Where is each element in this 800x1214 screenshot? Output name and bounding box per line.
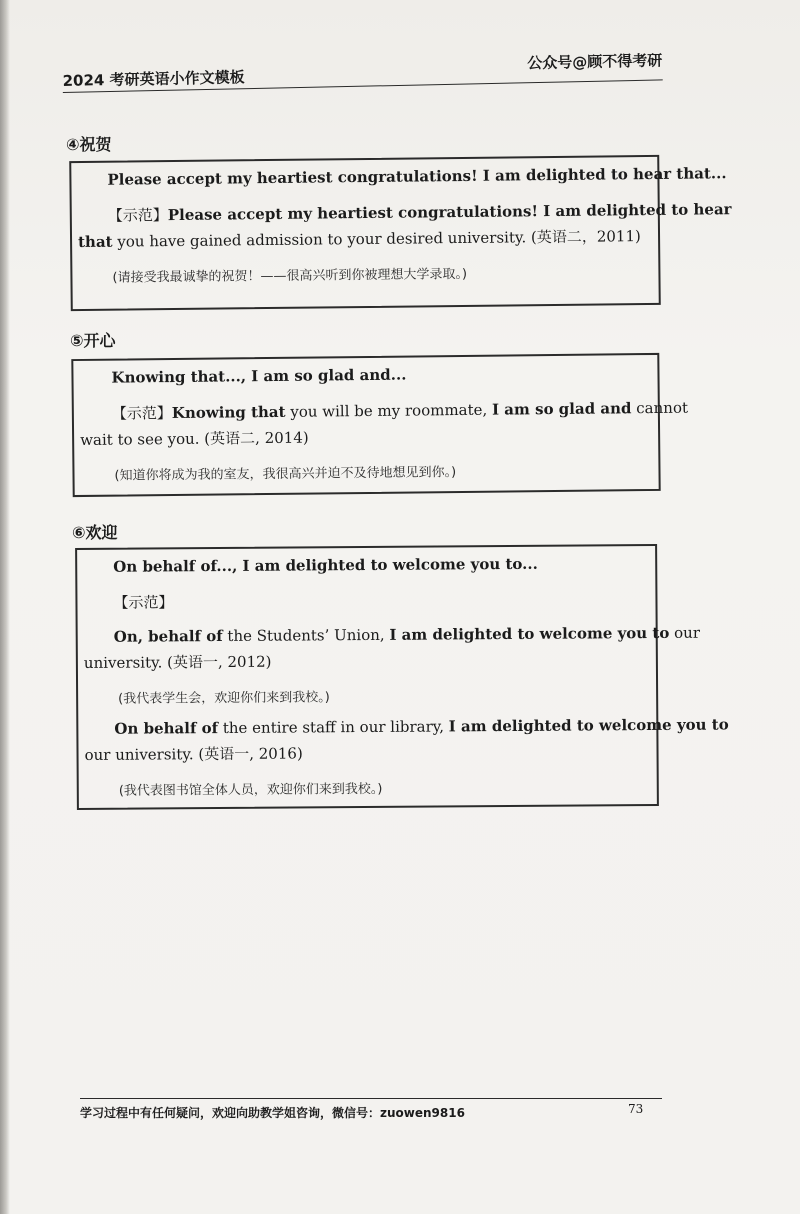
example-bold-text: I am delighted to welcome you to bbox=[448, 715, 729, 736]
footer-note: 学习过程中有任何疑问，欢迎向助教学姐咨询，微信号：zuowen9816 bbox=[80, 1106, 465, 1120]
header-title: 2024 考研英语小作文模板 bbox=[62, 68, 245, 90]
example-plain-text: our bbox=[669, 623, 701, 642]
example-bold-text: Please accept my heartiest congratulations! I am delighted to hear bbox=[167, 200, 732, 225]
example-tag: 【示范】 bbox=[113, 593, 174, 612]
template-sentence: On behalf of..., I am delighted to welcome you to... bbox=[113, 554, 538, 576]
page-header bbox=[62, 39, 663, 92]
example-1-line-1 bbox=[114, 624, 700, 646]
footer-rule bbox=[80, 1098, 662, 1099]
chinese-translation: (请接受我最诚挚的祝贺！——很高兴听到你被理想大学录取。) bbox=[112, 266, 468, 286]
book-spine-shadow bbox=[0, 0, 10, 1214]
example-bold-text: I am so glad and bbox=[491, 399, 632, 419]
example-plain-text: the Students’ Union, bbox=[222, 625, 390, 646]
example-plain-text: cannot bbox=[631, 398, 689, 418]
example-tag: 【示范】 bbox=[111, 404, 172, 423]
section-box-welcome bbox=[75, 544, 729, 810]
chinese-translation: (我代表学生会，欢迎你们来到我校。) bbox=[118, 690, 330, 707]
example-plain-text: you will be my roommate, bbox=[285, 400, 493, 421]
example-2-line-1 bbox=[114, 715, 728, 737]
header-account: 公众号@顾不得考研 bbox=[527, 51, 663, 73]
example-line-1 bbox=[108, 200, 732, 225]
template-sentence: Please accept my heartiest congratulations! I am delighted to hear that... bbox=[107, 164, 727, 189]
section-box-congratulations bbox=[69, 155, 732, 311]
example-line-1 bbox=[112, 399, 688, 423]
section-title-happy: ⑤开心 bbox=[70, 331, 116, 350]
example-bold-text: On behalf of bbox=[114, 719, 219, 738]
example-bold-text: Knowing that bbox=[171, 402, 286, 423]
example-line-2 bbox=[78, 227, 641, 251]
page-number: 73 bbox=[628, 1102, 644, 1116]
example-plain-text: you have gained admission to your desired university. (英语二，2011) bbox=[112, 227, 641, 251]
section-box-happy bbox=[71, 353, 689, 497]
section-title-congratulations: ④祝贺 bbox=[66, 135, 112, 154]
example-1-line-2: university. (英语一, 2012) bbox=[83, 652, 272, 672]
chinese-translation: (我代表图书馆全体人员，欢迎你们来到我校。) bbox=[118, 781, 383, 799]
example-bold-text: that bbox=[77, 232, 113, 252]
example-plain-text: the entire staff in our library, bbox=[217, 717, 449, 738]
example-2-line-2: our university. (英语一, 2016) bbox=[84, 744, 303, 764]
example-tag: 【示范】 bbox=[107, 206, 168, 225]
chinese-translation: (知道你将成为我的室友，我很高兴并迫不及待地想见到你。) bbox=[114, 465, 457, 484]
section-title-welcome: ⑥欢迎 bbox=[72, 523, 118, 542]
template-sentence: Knowing that..., I am so glad and... bbox=[111, 365, 407, 387]
example-tag-line bbox=[113, 593, 173, 611]
example-bold-text: On, behalf of bbox=[113, 627, 223, 646]
example-bold-text: I am delighted to welcome you to bbox=[389, 623, 670, 644]
example-line-2: wait to see you. (英语二, 2014) bbox=[80, 428, 309, 449]
